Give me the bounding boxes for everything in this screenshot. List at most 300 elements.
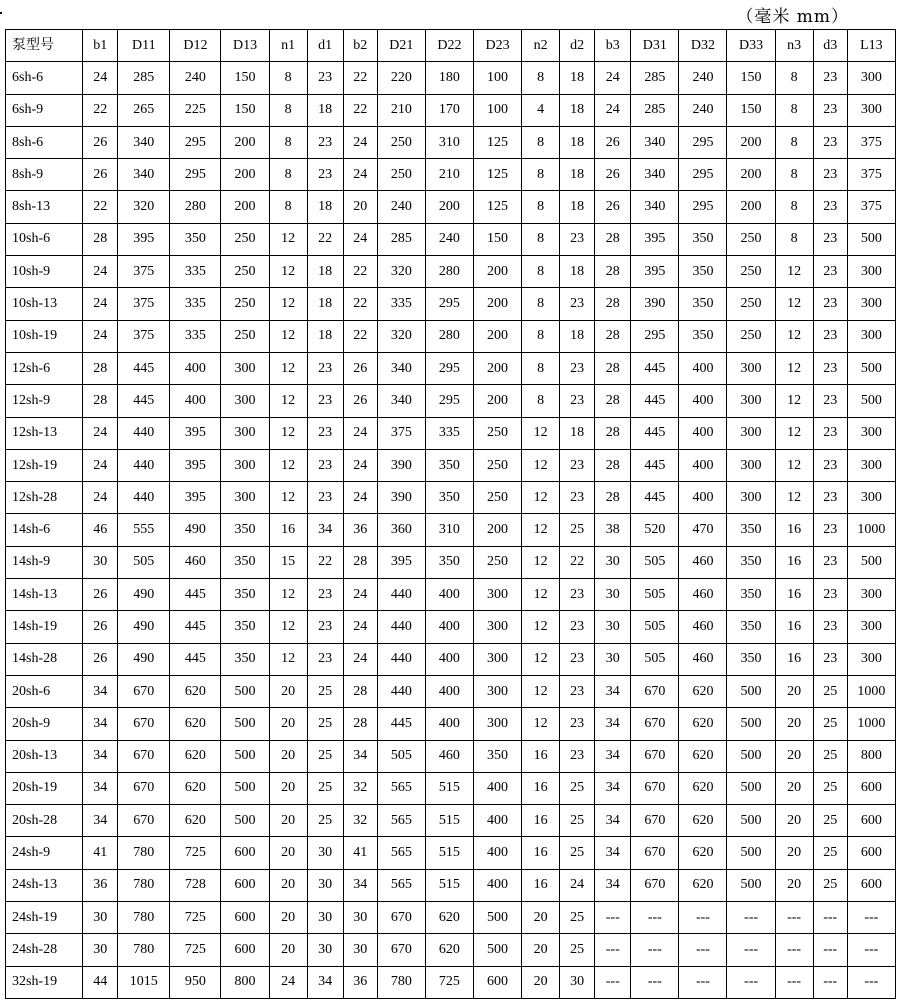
table-cell: 780 — [118, 934, 170, 966]
table-cell: 670 — [631, 869, 679, 901]
table-cell: 23 — [307, 126, 343, 158]
table-row — [6, 837, 896, 869]
model-cell: 10sh-6 — [6, 223, 83, 255]
table-row — [6, 320, 896, 352]
table-cell: 24 — [343, 643, 377, 675]
table-cell: 295 — [425, 385, 473, 417]
table-cell: 18 — [307, 256, 343, 288]
table-cell: 34 — [307, 514, 343, 546]
table-cell: 295 — [631, 320, 679, 352]
table-cell: 28 — [595, 417, 631, 449]
table-cell: 280 — [425, 320, 473, 352]
table-cell: 295 — [679, 191, 727, 223]
table-cell: 500 — [727, 772, 775, 804]
table-cell: 20 — [269, 740, 307, 772]
table-cell: 20 — [775, 675, 813, 707]
table-cell: 295 — [425, 288, 473, 320]
table-cell: 500 — [847, 385, 895, 417]
table-cell: 500 — [727, 869, 775, 901]
table-cell: 620 — [170, 772, 221, 804]
table-cell: 728 — [170, 869, 221, 901]
table-cell: 25 — [813, 772, 847, 804]
table-cell: --- — [595, 902, 631, 934]
table-cell: 24 — [83, 288, 118, 320]
table-cell: 8 — [522, 256, 560, 288]
table-cell: 24 — [343, 482, 377, 514]
table-cell: 41 — [83, 837, 118, 869]
table-cell: 200 — [727, 159, 775, 191]
table-cell: 350 — [727, 611, 775, 643]
table-cell: 300 — [847, 320, 895, 352]
table-cell: 565 — [377, 772, 425, 804]
table-cell: 445 — [631, 352, 679, 384]
table-cell: 500 — [727, 675, 775, 707]
table-cell: 240 — [377, 191, 425, 223]
table-cell: 300 — [727, 385, 775, 417]
table-cell: 22 — [343, 62, 377, 94]
table-cell: 12 — [775, 417, 813, 449]
model-cell: 14sh-6 — [6, 514, 83, 546]
table-cell: 210 — [377, 94, 425, 126]
header-cell-d31: D31 — [631, 30, 679, 62]
header-row — [6, 30, 896, 62]
table-cell: 490 — [118, 579, 170, 611]
table-cell: 34 — [595, 869, 631, 901]
table-cell: 300 — [473, 708, 521, 740]
table-cell: 350 — [727, 643, 775, 675]
table-cell: 300 — [473, 675, 521, 707]
table-cell: 12 — [522, 579, 560, 611]
table-cell: 25 — [560, 837, 595, 869]
table-cell: 24 — [560, 869, 595, 901]
table-cell: 25 — [813, 740, 847, 772]
table-cell: 350 — [221, 643, 269, 675]
table-cell: 34 — [83, 772, 118, 804]
table-cell: 32 — [343, 805, 377, 837]
table-cell: 25 — [813, 869, 847, 901]
table-cell: 150 — [221, 62, 269, 94]
table-cell: 12 — [269, 385, 307, 417]
table-cell: 400 — [679, 352, 727, 384]
table-cell: 670 — [631, 772, 679, 804]
table-cell: --- — [813, 902, 847, 934]
table-cell: 300 — [847, 482, 895, 514]
table-cell: 620 — [170, 708, 221, 740]
table-cell: 780 — [118, 837, 170, 869]
table-cell: 300 — [727, 417, 775, 449]
table-cell: 8 — [522, 159, 560, 191]
table-cell: 23 — [813, 191, 847, 223]
table-cell: 375 — [118, 288, 170, 320]
table-cell: 620 — [170, 675, 221, 707]
table-cell: 20 — [775, 740, 813, 772]
header-cell-d23: D23 — [473, 30, 521, 62]
table-cell: 125 — [473, 191, 521, 223]
table-cell: 200 — [221, 191, 269, 223]
table-cell: 395 — [631, 256, 679, 288]
table-cell: 12 — [522, 417, 560, 449]
margin-mark — [0, 12, 2, 14]
table-cell: 395 — [631, 223, 679, 255]
table-cell: 400 — [170, 385, 221, 417]
table-cell: 500 — [847, 223, 895, 255]
table-cell: 445 — [631, 449, 679, 481]
table-row — [6, 966, 896, 998]
table-cell: 600 — [473, 966, 521, 998]
table-cell: 780 — [118, 902, 170, 934]
header-cell-d21: D21 — [377, 30, 425, 62]
model-cell: 20sh-19 — [6, 772, 83, 804]
header-cell-d32: D32 — [679, 30, 727, 62]
table-row — [6, 62, 896, 94]
table-cell: 440 — [377, 611, 425, 643]
table-cell: 300 — [847, 643, 895, 675]
table-cell: 300 — [847, 256, 895, 288]
table-cell: 350 — [679, 320, 727, 352]
table-row — [6, 352, 896, 384]
table-cell: 445 — [631, 482, 679, 514]
table-cell: 800 — [847, 740, 895, 772]
header-cell-d22: D22 — [425, 30, 473, 62]
table-cell: 620 — [679, 675, 727, 707]
table-cell: 32 — [343, 772, 377, 804]
table-cell: 150 — [473, 223, 521, 255]
table-cell: 18 — [560, 94, 595, 126]
model-cell: 20sh-9 — [6, 708, 83, 740]
table-cell: --- — [595, 934, 631, 966]
table-cell: 12 — [775, 449, 813, 481]
table-cell: 240 — [679, 94, 727, 126]
table-cell: 24 — [83, 482, 118, 514]
table-cell: 500 — [847, 352, 895, 384]
table-cell: 22 — [343, 256, 377, 288]
table-cell: --- — [847, 934, 895, 966]
table-cell: 30 — [595, 579, 631, 611]
table-cell: 34 — [595, 772, 631, 804]
table-cell: 24 — [83, 417, 118, 449]
table-cell: 295 — [679, 159, 727, 191]
table-cell: 12 — [522, 449, 560, 481]
table-cell: 620 — [679, 805, 727, 837]
table-cell: 8 — [522, 320, 560, 352]
table-cell: 460 — [679, 546, 727, 578]
table-cell: 23 — [813, 546, 847, 578]
table-cell: --- — [727, 934, 775, 966]
table-cell: 36 — [83, 869, 118, 901]
table-cell: 16 — [775, 546, 813, 578]
table-cell: 26 — [343, 352, 377, 384]
table-cell: 250 — [221, 256, 269, 288]
model-cell: 8sh-9 — [6, 159, 83, 191]
table-cell: 25 — [813, 837, 847, 869]
pump-dimension-table — [5, 29, 896, 999]
header-cell-b1: b1 — [83, 30, 118, 62]
table-cell: 395 — [377, 546, 425, 578]
table-cell: 20 — [269, 837, 307, 869]
table-cell: 600 — [847, 837, 895, 869]
table-row — [6, 869, 896, 901]
table-cell: 23 — [560, 675, 595, 707]
table-cell: 300 — [221, 417, 269, 449]
table-cell: 350 — [473, 740, 521, 772]
table-cell: 12 — [522, 482, 560, 514]
table-cell: 725 — [425, 966, 473, 998]
table-cell: 23 — [307, 482, 343, 514]
table-cell: 515 — [425, 805, 473, 837]
table-cell: --- — [727, 966, 775, 998]
table-cell: 460 — [170, 546, 221, 578]
table-cell: 23 — [813, 514, 847, 546]
table-cell: 240 — [679, 62, 727, 94]
table-cell: 23 — [307, 352, 343, 384]
table-cell: 500 — [727, 837, 775, 869]
table-cell: 25 — [307, 805, 343, 837]
table-cell: 250 — [221, 223, 269, 255]
table-cell: 250 — [221, 320, 269, 352]
table-cell: 340 — [631, 159, 679, 191]
table-cell: 670 — [118, 675, 170, 707]
table-cell: 23 — [813, 223, 847, 255]
table-cell: 26 — [83, 579, 118, 611]
table-cell: 285 — [631, 94, 679, 126]
table-cell: 20 — [775, 708, 813, 740]
table-cell: 500 — [221, 708, 269, 740]
table-cell: 22 — [343, 320, 377, 352]
table-cell: 620 — [425, 934, 473, 966]
header-cell-d33: D33 — [727, 30, 775, 62]
table-cell: 1015 — [118, 966, 170, 998]
table-cell: 12 — [269, 352, 307, 384]
table-cell: 150 — [727, 94, 775, 126]
table-cell: 23 — [560, 385, 595, 417]
table-cell: 500 — [727, 805, 775, 837]
table-cell: 340 — [118, 159, 170, 191]
table-cell: 350 — [221, 514, 269, 546]
table-cell: 375 — [847, 126, 895, 158]
table-cell: 335 — [170, 256, 221, 288]
table-cell: 390 — [631, 288, 679, 320]
table-cell: 150 — [727, 62, 775, 94]
table-cell: 23 — [307, 62, 343, 94]
table-cell: 25 — [560, 772, 595, 804]
table-cell: 16 — [522, 837, 560, 869]
table-cell: 600 — [847, 805, 895, 837]
model-cell: 32sh-19 — [6, 966, 83, 998]
table-cell: 445 — [118, 352, 170, 384]
table-cell: 23 — [813, 482, 847, 514]
table-cell: 23 — [560, 579, 595, 611]
table-cell: 800 — [221, 966, 269, 998]
table-cell: 400 — [473, 805, 521, 837]
table-row — [6, 417, 896, 449]
table-cell: 23 — [560, 740, 595, 772]
table-cell: 295 — [425, 352, 473, 384]
table-cell: 505 — [631, 643, 679, 675]
table-cell: 24 — [343, 579, 377, 611]
model-cell: 24sh-13 — [6, 869, 83, 901]
table-row — [6, 482, 896, 514]
table-cell: 505 — [631, 579, 679, 611]
table-cell: 500 — [727, 708, 775, 740]
table-cell: 400 — [473, 869, 521, 901]
table-row — [6, 611, 896, 643]
table-cell: 23 — [560, 643, 595, 675]
table-row — [6, 805, 896, 837]
table-cell: 250 — [727, 256, 775, 288]
table-cell: 18 — [560, 417, 595, 449]
table-cell: 440 — [377, 643, 425, 675]
header-cell-n3: n3 — [775, 30, 813, 62]
table-cell: 36 — [343, 514, 377, 546]
table-row — [6, 643, 896, 675]
table-cell: 8 — [522, 352, 560, 384]
table-cell: 445 — [170, 579, 221, 611]
table-cell: 300 — [847, 579, 895, 611]
table-cell: 25 — [307, 708, 343, 740]
model-cell: 12sh-6 — [6, 352, 83, 384]
header-cell-d3: d3 — [813, 30, 847, 62]
table-cell: 24 — [83, 256, 118, 288]
table-cell: 28 — [595, 256, 631, 288]
table-cell: 18 — [307, 191, 343, 223]
table-cell: 295 — [679, 126, 727, 158]
table-cell: 725 — [170, 902, 221, 934]
table-cell: 725 — [170, 837, 221, 869]
table-row — [6, 256, 896, 288]
table-cell: 23 — [560, 449, 595, 481]
table-cell: 350 — [679, 256, 727, 288]
table-cell: 24 — [269, 966, 307, 998]
table-cell: 23 — [307, 417, 343, 449]
table-row — [6, 675, 896, 707]
table-cell: 16 — [775, 611, 813, 643]
table-cell: --- — [727, 902, 775, 934]
table-row — [6, 126, 896, 158]
table-cell: 15 — [269, 546, 307, 578]
table-row — [6, 579, 896, 611]
table-cell: 670 — [377, 902, 425, 934]
table-cell: 460 — [679, 643, 727, 675]
table-cell: 23 — [813, 385, 847, 417]
table-cell: 30 — [83, 934, 118, 966]
table-cell: 30 — [595, 546, 631, 578]
table-cell: 23 — [813, 256, 847, 288]
table-cell: 620 — [679, 708, 727, 740]
table-cell: 12 — [269, 482, 307, 514]
table-cell: --- — [679, 934, 727, 966]
model-cell: 6sh-9 — [6, 94, 83, 126]
table-cell: 350 — [727, 514, 775, 546]
table-cell: 41 — [343, 837, 377, 869]
table-row — [6, 708, 896, 740]
table-cell: 25 — [307, 740, 343, 772]
table-cell: 8 — [269, 62, 307, 94]
table-row — [6, 546, 896, 578]
table-cell: --- — [813, 934, 847, 966]
table-cell: 350 — [425, 546, 473, 578]
table-cell: 30 — [343, 902, 377, 934]
table-cell: 8 — [775, 159, 813, 191]
table-cell: 445 — [377, 708, 425, 740]
model-cell: 14sh-19 — [6, 611, 83, 643]
table-cell: 335 — [425, 417, 473, 449]
table-cell: 285 — [118, 62, 170, 94]
table-cell: 600 — [221, 869, 269, 901]
table-cell: 250 — [221, 288, 269, 320]
table-cell: 520 — [631, 514, 679, 546]
table-cell: 8 — [522, 288, 560, 320]
table-cell: 490 — [118, 643, 170, 675]
table-cell: 28 — [595, 482, 631, 514]
table-cell: 8 — [775, 126, 813, 158]
table-cell: 565 — [377, 869, 425, 901]
table-cell: 280 — [425, 256, 473, 288]
table-cell: 22 — [83, 191, 118, 223]
table-cell: 24 — [83, 62, 118, 94]
table-cell: 12 — [775, 482, 813, 514]
table-row — [6, 772, 896, 804]
table-cell: 460 — [425, 740, 473, 772]
table-cell: 220 — [377, 62, 425, 94]
table-cell: 150 — [221, 94, 269, 126]
table-cell: 350 — [221, 579, 269, 611]
table-row — [6, 191, 896, 223]
table-cell: 240 — [170, 62, 221, 94]
table-cell: 16 — [522, 740, 560, 772]
table-cell: 4 — [522, 94, 560, 126]
table-cell: 8 — [269, 126, 307, 158]
table-cell: 26 — [83, 611, 118, 643]
table-cell: 600 — [847, 869, 895, 901]
header-cell-b3: b3 — [595, 30, 631, 62]
table-cell: 620 — [170, 805, 221, 837]
table-cell: 780 — [377, 966, 425, 998]
table-cell: 620 — [679, 837, 727, 869]
table-cell: 340 — [631, 126, 679, 158]
table-cell: 23 — [813, 62, 847, 94]
table-cell: 30 — [83, 546, 118, 578]
table-cell: 24 — [83, 320, 118, 352]
table-row — [6, 740, 896, 772]
table-cell: 30 — [83, 902, 118, 934]
table-cell: 25 — [560, 902, 595, 934]
table-cell: 620 — [170, 740, 221, 772]
table-cell: 200 — [473, 352, 521, 384]
model-cell: 20sh-13 — [6, 740, 83, 772]
table-cell: --- — [775, 966, 813, 998]
table-cell: 34 — [595, 708, 631, 740]
table-cell: 350 — [221, 611, 269, 643]
table-cell: 12 — [522, 611, 560, 643]
table-cell: 30 — [343, 934, 377, 966]
table-cell: 8 — [775, 191, 813, 223]
table-cell: 28 — [343, 708, 377, 740]
table-cell: 23 — [560, 352, 595, 384]
table-cell: 20 — [522, 934, 560, 966]
table-cell: 320 — [377, 320, 425, 352]
table-cell: 505 — [631, 546, 679, 578]
table-cell: 250 — [377, 159, 425, 191]
table-cell: 470 — [679, 514, 727, 546]
table-cell: 350 — [221, 546, 269, 578]
table-cell: --- — [679, 902, 727, 934]
table-cell: 22 — [343, 94, 377, 126]
table-cell: 400 — [425, 579, 473, 611]
table-cell: 670 — [118, 772, 170, 804]
unit-label: （毫米 mm） — [736, 7, 849, 27]
table-cell: 16 — [775, 643, 813, 675]
table-cell: --- — [775, 934, 813, 966]
